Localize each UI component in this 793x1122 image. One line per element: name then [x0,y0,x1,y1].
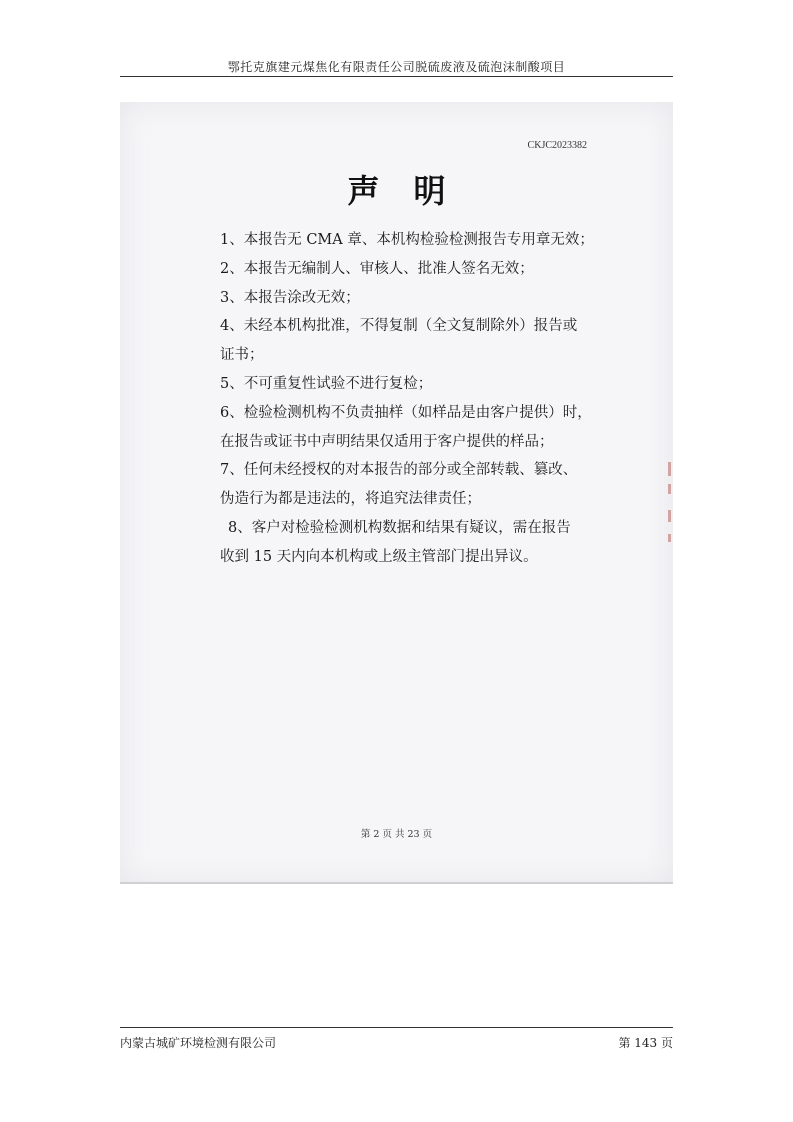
seal-edge-mark [668,462,671,476]
statement-line: 8、客户对检验检测机构数据和结果有疑议，需在报告 [228,519,571,536]
scan-bottom-edge [120,882,673,884]
statement-line: 伪造行为都是违法的，将追究法律责任； [220,491,481,508]
seal-edge-mark [668,534,671,542]
footer-divider [120,1027,673,1028]
footer-company: 内蒙古城矿环境检测有限公司 [120,1036,277,1050]
declaration-statements [220,226,594,572]
declaration-title: 声明 [347,172,480,210]
statement-line: 7、任何未经授权的对本报告的部分或全部转载、篡改、 [220,462,578,479]
seal-edge-mark [668,484,671,494]
statement-line: 3、本报告涂改无效； [220,289,360,306]
statement-line: 收到 15 天内向本机构或上级主管部门提出异议。 [220,548,538,565]
statement-line: 5、不可重复性试验不进行复检； [220,375,433,392]
project-header: 鄂托克旗建元煤焦化有限责任公司脱硫废液及硫泡沫制酸项目 [227,60,566,74]
footer-page-number: 第 143 页 [618,1036,673,1050]
header-divider [120,76,673,77]
scanned-declaration-page [120,102,673,884]
statement-line: 在报告或证书中声明结果仅适用于客户提供的样品； [220,433,554,450]
statement-line: 1、本报告无 CMA 章、本机构检验检测报告专用章无效； [220,232,594,248]
report-code: CKJC2023382 [527,140,587,151]
statement-line: 4、未经本机构批准，不得复制（全文复制除外）报告或 [220,318,578,335]
seal-edge-mark [668,510,671,522]
statement-line: 2、本报告无编制人、审核人、批准人签名无效； [220,260,534,277]
statement-line: 6、检验检测机构不负责抽样（如样品是由客户提供）时， [220,404,592,421]
statement-line: 证书； [220,347,264,364]
scan-page-counter: 第 2 页 共 23 页 [360,829,433,840]
